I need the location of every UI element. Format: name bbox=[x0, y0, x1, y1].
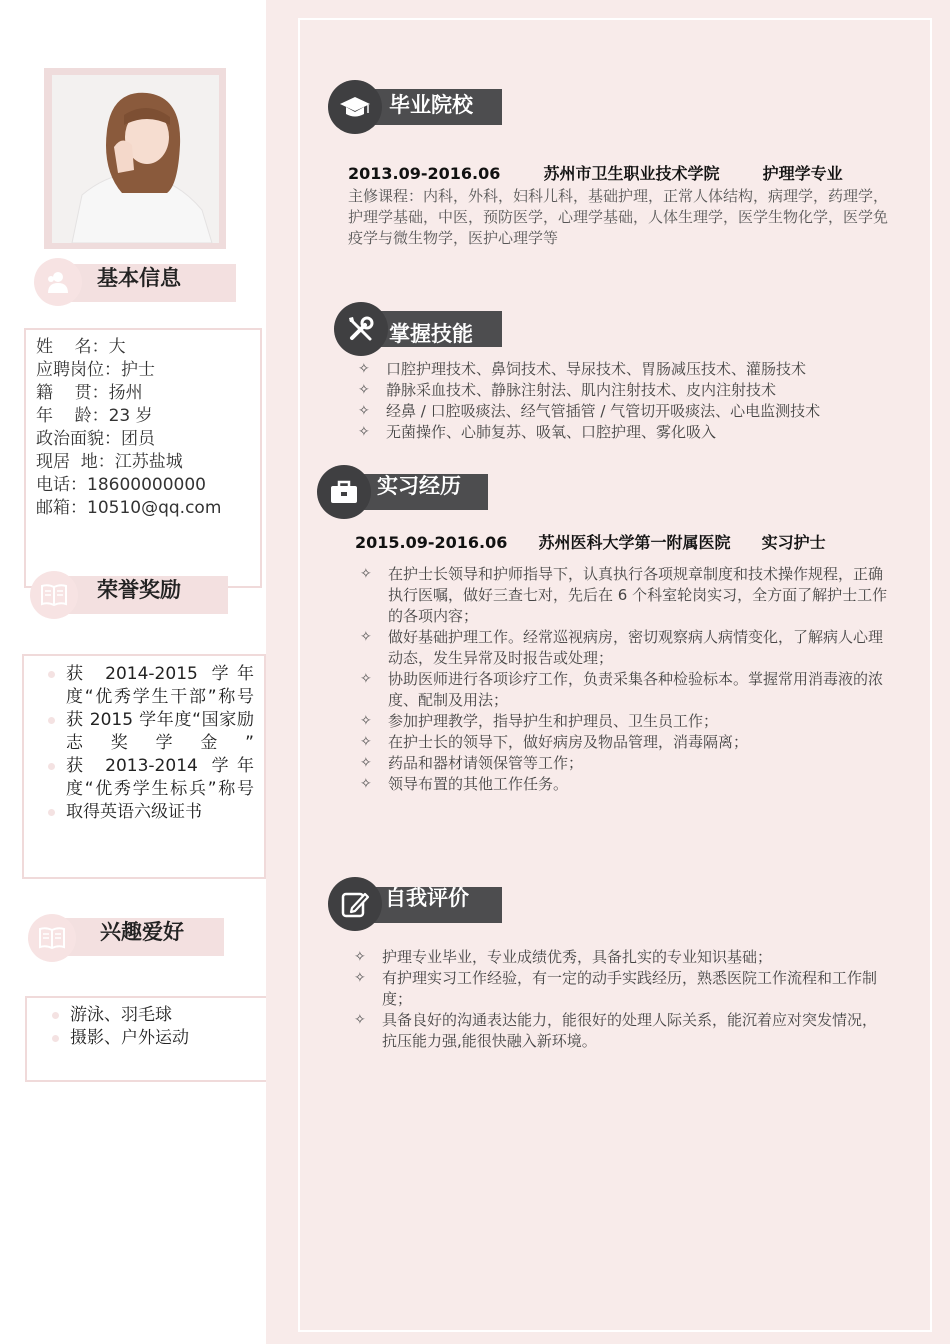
internship-period: 2015.09-2016.06 bbox=[355, 533, 508, 552]
info-phone: 电话：18600000000 bbox=[36, 475, 206, 495]
basic-info-list bbox=[36, 336, 256, 520]
education-school: 苏州市卫生职业技术学院 bbox=[543, 164, 720, 183]
user-icon bbox=[45, 269, 71, 295]
basic-info-icon-circle bbox=[34, 258, 82, 306]
briefcase-icon bbox=[329, 479, 359, 505]
education-title: 毕业院校 bbox=[389, 93, 473, 117]
hobby-item: 游泳、羽毛球 bbox=[40, 1004, 258, 1027]
education-courses: 主修课程：内科，外科，妇科儿科，基础护理，正常人体结构，病理学，药理学，护理学基础，中医，预防医学，心理学基础，人体生理学，医学生物化学，医学免疫学与微生物学，医护心理学等 bbox=[348, 187, 889, 247]
honors-icon-circle bbox=[30, 571, 78, 619]
honors-list bbox=[36, 663, 254, 824]
internship-head bbox=[355, 530, 915, 553]
tools-icon bbox=[347, 315, 375, 343]
internship-item: ✧ 药品和器材请领保管等工作； bbox=[354, 753, 894, 774]
skill-item: ✧ 无菌操作、心肺复苏、吸氧、口腔护理、雾化吸入 bbox=[352, 422, 912, 443]
profile-photo bbox=[52, 75, 219, 243]
internship-list bbox=[354, 564, 894, 795]
internship-item: ✧ 做好基础护理工作。经常巡视病房，密切观察病人病情变化，了解病人心理动态，发生异常及时报告或处理； bbox=[354, 627, 894, 669]
honor-item: 获 2015 学年度“国家励志奖学金” bbox=[36, 709, 254, 755]
internship-title: 实习经历 bbox=[377, 474, 461, 498]
skill-item: ✧ 口腔护理技术、鼻饲技术、导尿技术、胃肠减压技术、灌肠技术 bbox=[352, 359, 912, 380]
internship-item: ✧ 领导布置的其他工作任务。 bbox=[354, 774, 894, 795]
info-residence: 现居 地：江苏盐城 bbox=[36, 452, 183, 472]
book-icon bbox=[38, 926, 66, 950]
self-eval-item: ✧ 有护理实习工作经验，有一定的动手实践经历，熟悉医院工作流程和工作制度； bbox=[348, 968, 888, 1010]
internship-role: 实习护士 bbox=[761, 533, 826, 552]
self-eval-icon-circle bbox=[328, 877, 382, 931]
basic-info-title: 基本信息 bbox=[97, 266, 181, 290]
hobbies-title: 兴趣爱好 bbox=[100, 920, 184, 944]
honor-item: 获 2014-2015 学年度“优秀学生干部”称号 bbox=[36, 663, 254, 709]
info-politics: 政治面貌：团员 bbox=[36, 429, 155, 449]
honor-item: 取得英语六级证书 bbox=[36, 801, 254, 824]
skill-item: ✧ 静脉采血技术、静脉注射法、肌内注射技术、皮内注射技术 bbox=[352, 380, 912, 401]
skills-title: 掌握技能 bbox=[389, 322, 473, 346]
info-position: 应聘岗位：护士 bbox=[36, 360, 155, 380]
honor-item: 获 2013-2014 学年度“优秀学生标兵”称号 bbox=[36, 755, 254, 801]
info-age: 年 龄：23 岁 bbox=[36, 406, 153, 426]
education-head bbox=[348, 161, 908, 184]
graduation-cap-icon bbox=[339, 94, 371, 120]
internship-item: ✧ 在护士长的领导下，做好病房及物品管理，消毒隔离； bbox=[354, 732, 894, 753]
skills-icon-circle bbox=[334, 302, 388, 356]
info-name: 姓 名：大 bbox=[36, 337, 126, 357]
edit-icon bbox=[340, 889, 370, 919]
info-hometown: 籍 贯：扬州 bbox=[36, 383, 143, 403]
info-email: 邮箱：10510@qq.com bbox=[36, 498, 222, 518]
internship-item: ✧ 协助医师进行各项诊疗工作，负责采集各种检验标本。掌握常用消毒液的浓度、配制及用法； bbox=[354, 669, 894, 711]
self-eval-list bbox=[348, 947, 888, 1052]
honors-title: 荣誉奖励 bbox=[97, 578, 181, 602]
self-eval-item: ✧ 护理专业毕业，专业成绩优秀，具备扎实的专业知识基础； bbox=[348, 947, 888, 968]
internship-icon-circle bbox=[317, 465, 371, 519]
hobby-item: 摄影、户外运动 bbox=[40, 1027, 258, 1050]
education-icon-circle bbox=[328, 80, 382, 134]
skill-item: ✧ 经鼻 / 口腔吸痰法、经气管插管 / 气管切开吸痰法、心电监测技术 bbox=[352, 401, 912, 422]
self-eval-title: 自我评价 bbox=[385, 886, 469, 910]
internship-item: ✧ 在护士长领导和护师指导下，认真执行各项规章制度和技术操作规程，正确执行医嘱，做好三查七对，先后在 6 个科室轮岗实习，全方面了解护士工作的各项内容； bbox=[354, 564, 894, 627]
internship-hospital: 苏州医科大学第一附属医院 bbox=[538, 533, 731, 552]
skills-list bbox=[352, 359, 912, 443]
book-icon bbox=[40, 583, 68, 607]
self-eval-item: ✧ 具备良好的沟通表达能力，能很好的处理人际关系，能沉着应对突发情况，抗压能力强,能很快融入新环境。 bbox=[348, 1010, 888, 1052]
internship-item: ✧ 参加护理教学，指导护生和护理员、卫生员工作； bbox=[354, 711, 894, 732]
hobbies-list bbox=[40, 1004, 258, 1050]
hobbies-icon-circle bbox=[28, 914, 76, 962]
education-period: 2013.09-2016.06 bbox=[348, 164, 501, 183]
education-major: 护理学专业 bbox=[762, 164, 843, 183]
